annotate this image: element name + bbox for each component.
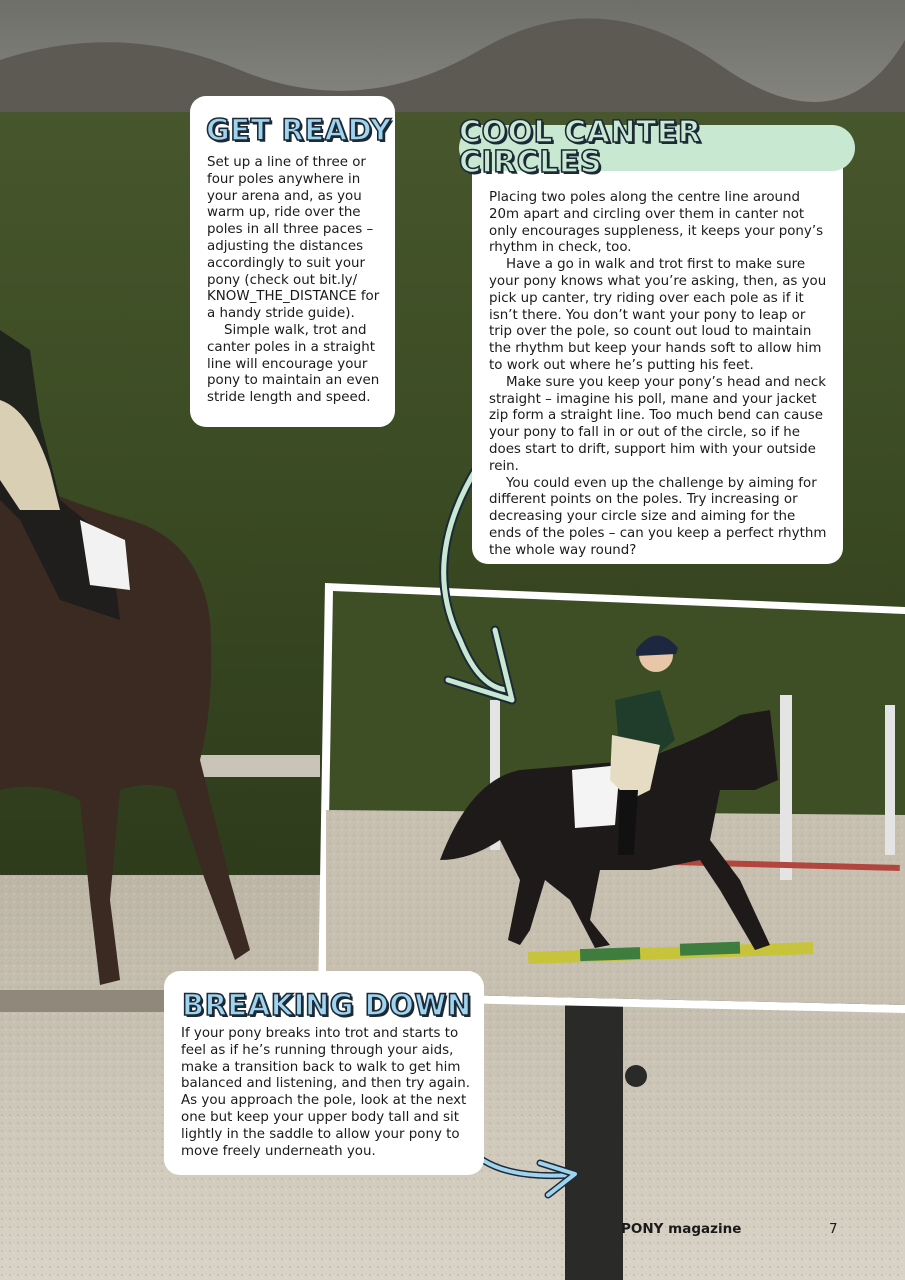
cool-canter-paragraph: Placing two poles along the centre line around 20m apart and circling over them in canter not only encourages suppleness, it keeps your pony’s rhythm in check, too.: [489, 190, 824, 256]
cool-canter-body: [489, 190, 831, 560]
breaking-down-body: [181, 1026, 477, 1160]
cool-canter-paragraph: Make sure you keep your pony’s head and neck straight – imagine his poll, mane and your jacket zip form a straight line. Too much bend can cause your pony to fall in or out of the circle, so if he does start to drift, support him with your outside rein.: [489, 374, 827, 474]
get-ready-paragraph: Set up a line of three or four poles anywhere in your arena and, as you warm up, ride over the poles in all three paces – adjusting the distances accordingly to suit your pony (check out bit.ly/ KNOW_THE_DISTANCE for a handy stride guide).: [207, 155, 380, 322]
page-number: 7: [829, 1221, 838, 1237]
cool-canter-heading-pill: [459, 115, 855, 180]
inset-photo: [318, 583, 905, 1013]
breaking-down-heading: BREAKING DOWN: [182, 988, 472, 1022]
cool-canter-paragraph: Have a go in walk and trot first to make sure your pony knows what you’re asking, then, as you pick up canter, try riding over each pole as if it isn’t there. You don’t want your pony to leap or trip over the pole, so count out loud to maintain the rhythm but keep your hands soft to allow him to work out where he’s putting his feet.: [489, 257, 827, 373]
cool-canter-box: [472, 168, 843, 564]
breaking-down-box: [164, 971, 484, 1175]
get-ready-box: [190, 96, 395, 427]
breaking-down-paragraph: If your pony breaks into trot and starts to feel as if he’s running through your aids, make a transition back to walk to get him balanced and listening, and then try again. As you approach the pole, look at the next one but keep your upper body tall and sit lightly in the saddle to allow your pony to move freely underneath you.: [181, 1026, 471, 1159]
get-ready-heading: GET READY: [206, 113, 392, 147]
cool-canter-paragraph: You could even up the challenge by aiming for different points on the poles. Try increasing or decreasing your circle size and aiming for the ends of the poles – can you keep a perfect rhythm the whole way round?: [489, 475, 827, 558]
magazine-name: PONY magazine: [621, 1221, 742, 1237]
get-ready-body: [207, 155, 385, 407]
cool-canter-heading: COOL CANTER CIRCLES: [459, 115, 702, 180]
get-ready-paragraph: Simple walk, trot and canter poles in a straight line will encourage your pony to maintain an even stride length and speed.: [207, 322, 380, 406]
